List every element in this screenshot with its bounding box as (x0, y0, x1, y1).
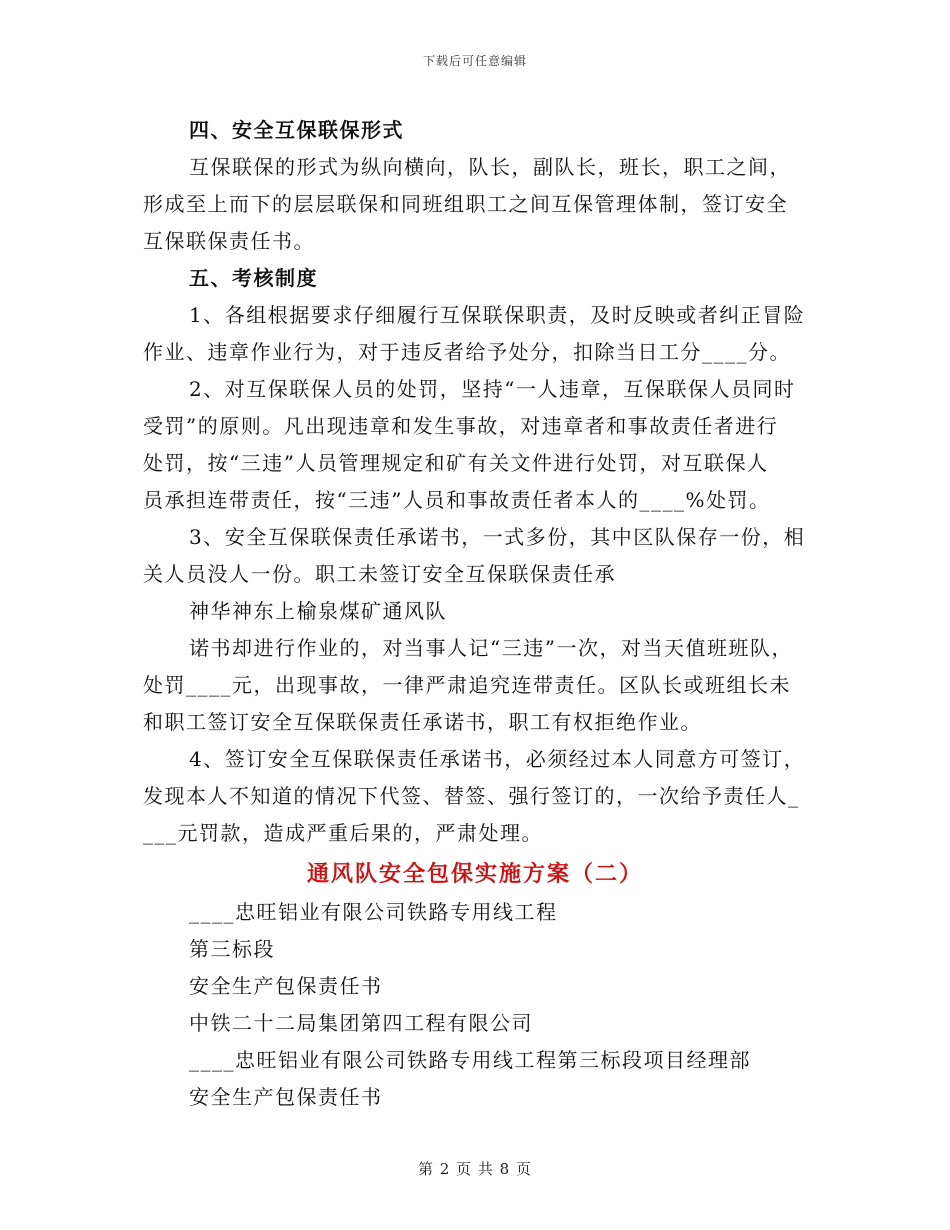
section-4-line-1: 互保联保的形式为纵向横向，队长，副队长，班长，职工之间， (189, 155, 791, 179)
section-4-heading: 四、安全互保联保形式 (189, 118, 404, 142)
item-4-line-3: ___元罚款，造成严重后果的，严肃处理。 (143, 821, 543, 845)
document-body (143, 112, 807, 1116)
section-5-heading: 五、考核制度 (189, 266, 318, 290)
item-2-line-1: 2、对互保联保人员的处罚，坚持“一人违章，互保联保人员同时 (189, 377, 796, 401)
item-3-cont-line-1: 诺书却进行作业的，对当事人记“三违”一次，对当天值班班队， (189, 636, 793, 660)
tail-line-2: 第三标段 (189, 937, 275, 961)
section-4-line-3: 互保联保责任书。 (143, 229, 315, 253)
item-3-cont-line-3: 和职工签订安全互保联保责任承诺书，职工有权拒绝作业。 (143, 710, 702, 734)
item-3-cont-line-2: 处罚____元，出现事故，一律严肃追究连带责任。区队长或班组长未 (143, 673, 791, 697)
item-1-line-1: 1、各组根据要求仔细履行互保联保职责，及时反映或者纠正冒险 (189, 303, 806, 327)
item-2-line-2: 受罚”的原则。凡出现违章和发生事故，对违章者和事故责任者进行 (143, 414, 779, 438)
page-number: 第 2 页 共 8 页 (418, 1160, 532, 1178)
org-name-line: 神华神东上榆泉煤矿通风队 (189, 599, 447, 623)
tail-line-1: ____忠旺铝业有限公司铁路专用线工程 (189, 900, 558, 924)
item-2-line-3: 处罚，按“三违”人员管理规定和矿有关文件进行处罚，对互联保人 (143, 451, 769, 475)
item-4-line-2: 发现本人不知道的情况下代签、替签、强行签订的，一次给予责任人_ (143, 784, 800, 808)
item-3-line-2: 关人员没人一份。职工未签订安全互保联保责任承 (143, 562, 616, 586)
tail-line-5: ____忠旺铝业有限公司铁路专用线工程第三标段项目经理部 (189, 1048, 751, 1072)
tail-line-4: 中铁二十二局集团第四工程有限公司 (189, 1011, 533, 1035)
section-4-line-2: 形成至上而下的层层联保和同班组职工之间互保管理体制，签订安全 (143, 192, 788, 216)
item-3-line-1: 3、安全互保联保责任承诺书，一式多份，其中区队保存一份，相 (189, 525, 806, 549)
plan-title: 通风队安全包保实施方案（二） (306, 861, 643, 887)
tail-line-3: 安全生产包保责任书 (189, 974, 383, 998)
tail-line-6: 安全生产包保责任书 (189, 1085, 383, 1109)
header-note: 下载后可任意编辑 (422, 54, 527, 68)
item-4-line-1: 4、签订安全互保联保责任承诺书，必须经过本人同意方可签订， (189, 747, 806, 771)
item-2-line-4: 员承担连带责任，按“三违”人员和事故责任者本人的____%处罚。 (143, 488, 771, 512)
item-1-line-2: 作业、违章作业行为，对于违反者给予处分，扣除当日工分____分。 (143, 340, 791, 364)
